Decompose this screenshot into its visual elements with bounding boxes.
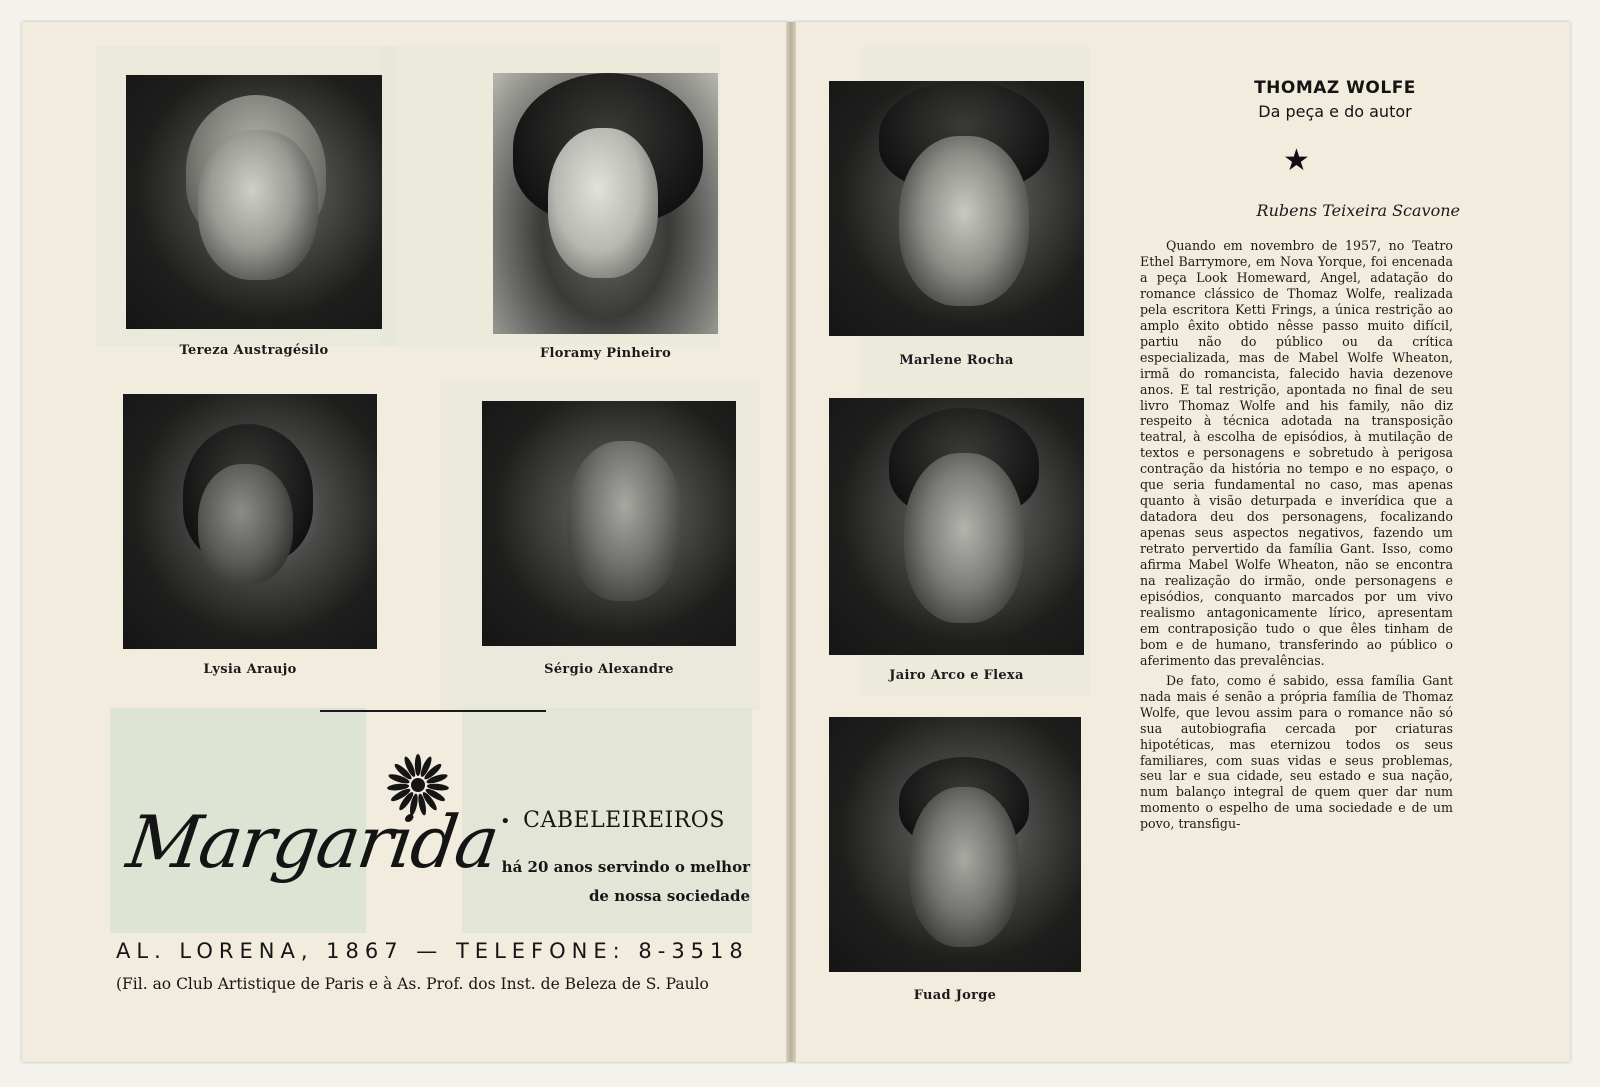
photo-caption: Marlene Rocha (899, 353, 1014, 368)
photo-caption: Tereza Austragésilo (179, 343, 329, 358)
book-gutter (786, 22, 796, 1062)
article-heading (1190, 78, 1480, 121)
ad-heading (500, 808, 725, 833)
article-subtitle: Da peça e do autor (1258, 102, 1412, 121)
photo-caption: Floramy Pinheiro (539, 346, 672, 361)
bullet: • (500, 811, 512, 832)
article-body (1140, 238, 1453, 832)
ad-slogan-line: de nossa sociedade (588, 887, 750, 905)
article-byline: Rubens Teixeira Scavone (1256, 201, 1460, 220)
ad-divider (320, 710, 546, 712)
photo-caption: Sérgio Alexandre (544, 662, 674, 677)
portrait-photo (829, 81, 1084, 336)
article-paragraph: De fato, como é sabido, essa família Gant nada mais é senão a própria família de Thomaz Wolfe, que levou assim para o romance não só sua autobiografia cercada por criaturas hipotéticas, mas eternizou todos os seus familiares, com suas vidas e seus problemas, seu lar e sua cidade, seu estado e sua nação, num balanço integral de quem quer dar num momento o espelho de uma sociedade e de um povo, transfigu- (1140, 672, 1453, 832)
portrait-photo (829, 398, 1084, 655)
ad-affiliation: (Fil. ao Club Artistique de Paris e à As. Prof. dos Inst. de Beleza de S. Paulo (116, 975, 709, 993)
ad-heading-label: CABELEIREIROS (523, 808, 725, 833)
ad-slogan (490, 853, 750, 911)
portrait-photo (493, 73, 718, 334)
article-title: THOMAZ WOLFE (1254, 78, 1416, 98)
photo-caption: Jairo Arco e Flexa (889, 668, 1024, 683)
star-icon: ★ (1283, 143, 1310, 178)
portrait-photo (829, 717, 1081, 972)
photo-caption: Lysia Araujo (203, 662, 297, 677)
photo-caption: Fuad Jorge (913, 988, 997, 1003)
ad-slogan-line: há 20 anos servindo o melhor (501, 858, 750, 876)
portrait-photo (482, 401, 736, 646)
portrait-photo (123, 394, 377, 649)
portrait-photo (126, 75, 382, 329)
brand-logo: Margarida (122, 800, 503, 884)
ad-address: AL. LORENA, 1867 — TELEFONE: 8-3518 (116, 939, 749, 963)
article-paragraph: Quando em novembro de 1957, no Teatro Ethel Barrymore, em Nova Yorque, foi encenada a peça Look Homeward, Angel, adatação do romance clássico de Thomaz Wolfe, realizada pela escritora Ketti Frings, a única restrição ao amplo êxito obtido nêsse passo muito difícil, partiu não do público ou da crítica especializada, mas de Mabel Wolfe Wheaton, irmã do romancista, falecido havia dezenove anos. E tal restrição, apontada no final de seu livro Thomaz Wolfe and his family, não diz respeito à técnica adotada na transposição teatral, à escolha de episódios, à mutilação de textos e personagens e sobretudo à perigosa contração da história no tempo e no espaço, o que seria fundamental no caso, mas apenas quanto à visão deturpada e inverídica que a datadora deu dos personagens, focalizando apenas seus aspectos negativos, fazendo um retrato pervertido da família Gant. Isso, como afirma Mabel Wolfe Wheaton, não se encontra na realização do irmão, onde personagens e episódios, conquanto marcados por um vivo realismo antagonicamente lírico, apresentam em contraposição tudo o que êles tinham de bom e de humano, transferindo ao público o aferimento das prevalências. (1140, 238, 1453, 668)
